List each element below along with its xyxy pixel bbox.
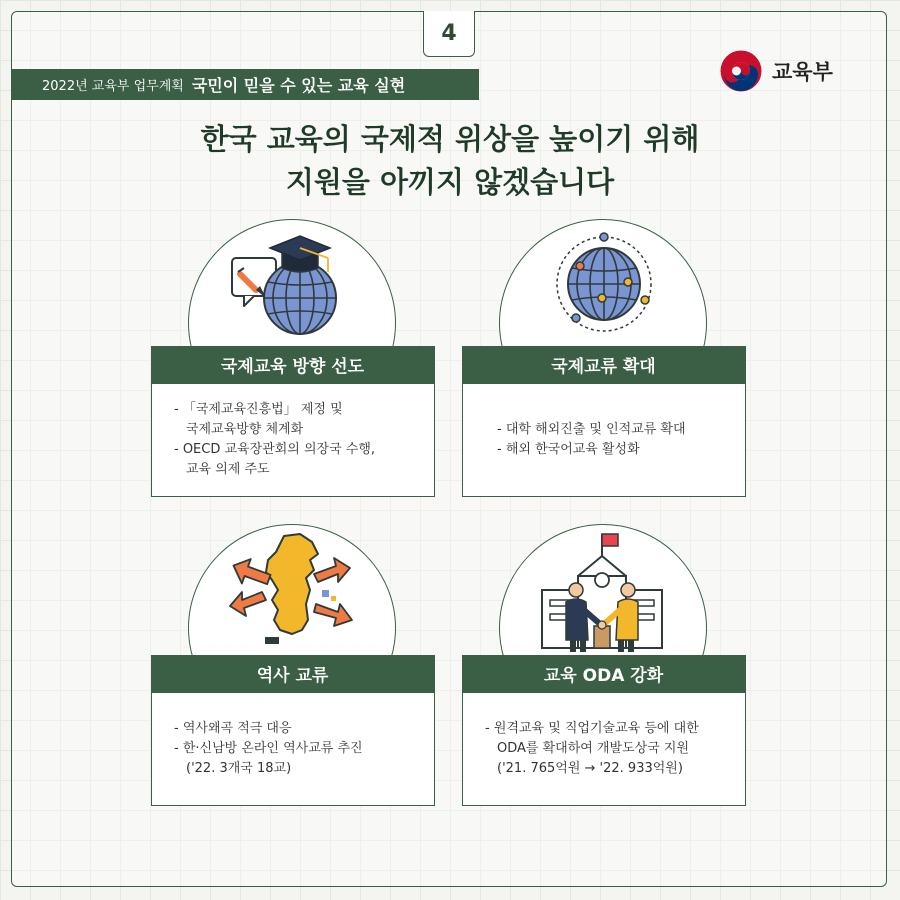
card-international-education bbox=[151, 346, 435, 497]
list-item bbox=[174, 440, 424, 480]
ministry-name: 교육부 bbox=[772, 60, 833, 84]
item-line-continued: ('22. 3개국 18교) bbox=[186, 760, 292, 776]
globe-graduation-cap-icon bbox=[226, 228, 356, 343]
list-item bbox=[485, 719, 735, 759]
header-banner bbox=[12, 69, 479, 100]
page-number: 4 bbox=[423, 11, 475, 57]
list-item bbox=[174, 400, 424, 440]
list-item bbox=[485, 759, 735, 779]
taegeuk-logo-icon bbox=[718, 48, 764, 94]
card-body bbox=[152, 383, 434, 496]
card-heading: 국제교류 확대 bbox=[462, 346, 746, 384]
card-heading: 교육 ODA 강화 bbox=[462, 655, 746, 693]
header-slogan: 국민이 믿을 수 있는 교육 실현 bbox=[191, 76, 406, 95]
card-body bbox=[463, 383, 745, 496]
item-line: - 「국제교육진흥법」 제정 및 bbox=[174, 401, 343, 417]
card-heading: 역사 교류 bbox=[151, 655, 435, 693]
header-subtitle: 2022년 교육부 업무계획 bbox=[42, 79, 184, 94]
card-body bbox=[152, 692, 434, 805]
item-line-continued: 교육 의제 주도 bbox=[186, 461, 270, 477]
list-item: - 역사왜곡 적극 대응 bbox=[174, 720, 292, 736]
card-education-oda bbox=[462, 655, 746, 806]
card-history-exchange bbox=[151, 655, 435, 806]
item-line: - OECD 교육장관회의 의장국 수행, bbox=[174, 441, 376, 457]
item-line-continued: ODA를 확대하여 개발도상국 지원 bbox=[497, 740, 690, 756]
card-international-exchange bbox=[462, 346, 746, 497]
school-handshake-icon bbox=[538, 530, 666, 654]
list-item: - 해외 한국어교육 활성화 bbox=[497, 441, 640, 457]
list-item: - 대학 해외진출 및 인적교류 확대 bbox=[497, 421, 686, 437]
list-item bbox=[174, 739, 424, 779]
ministry-logo bbox=[718, 48, 833, 94]
korea-map-arrows-icon bbox=[222, 530, 362, 650]
item-line: - 한·신남방 온라인 역사교류 추진 bbox=[174, 740, 363, 756]
card-heading: 국제교육 방향 선도 bbox=[151, 346, 435, 384]
globe-network-icon bbox=[552, 232, 656, 336]
card-body bbox=[463, 692, 745, 805]
item-line-continued: ('21. 765억원 → '22. 933억원) bbox=[497, 760, 683, 776]
item-line: - 원격교육 및 직업기술교육 등에 대한 bbox=[485, 720, 699, 736]
item-line-continued: 국제교육방향 체계화 bbox=[186, 421, 304, 437]
title-line-2: 지원을 아끼지 않겠습니다 bbox=[285, 165, 615, 199]
title-line-1: 한국 교육의 국제적 위상을 높이기 위해 bbox=[200, 122, 700, 156]
page-title bbox=[0, 118, 900, 204]
